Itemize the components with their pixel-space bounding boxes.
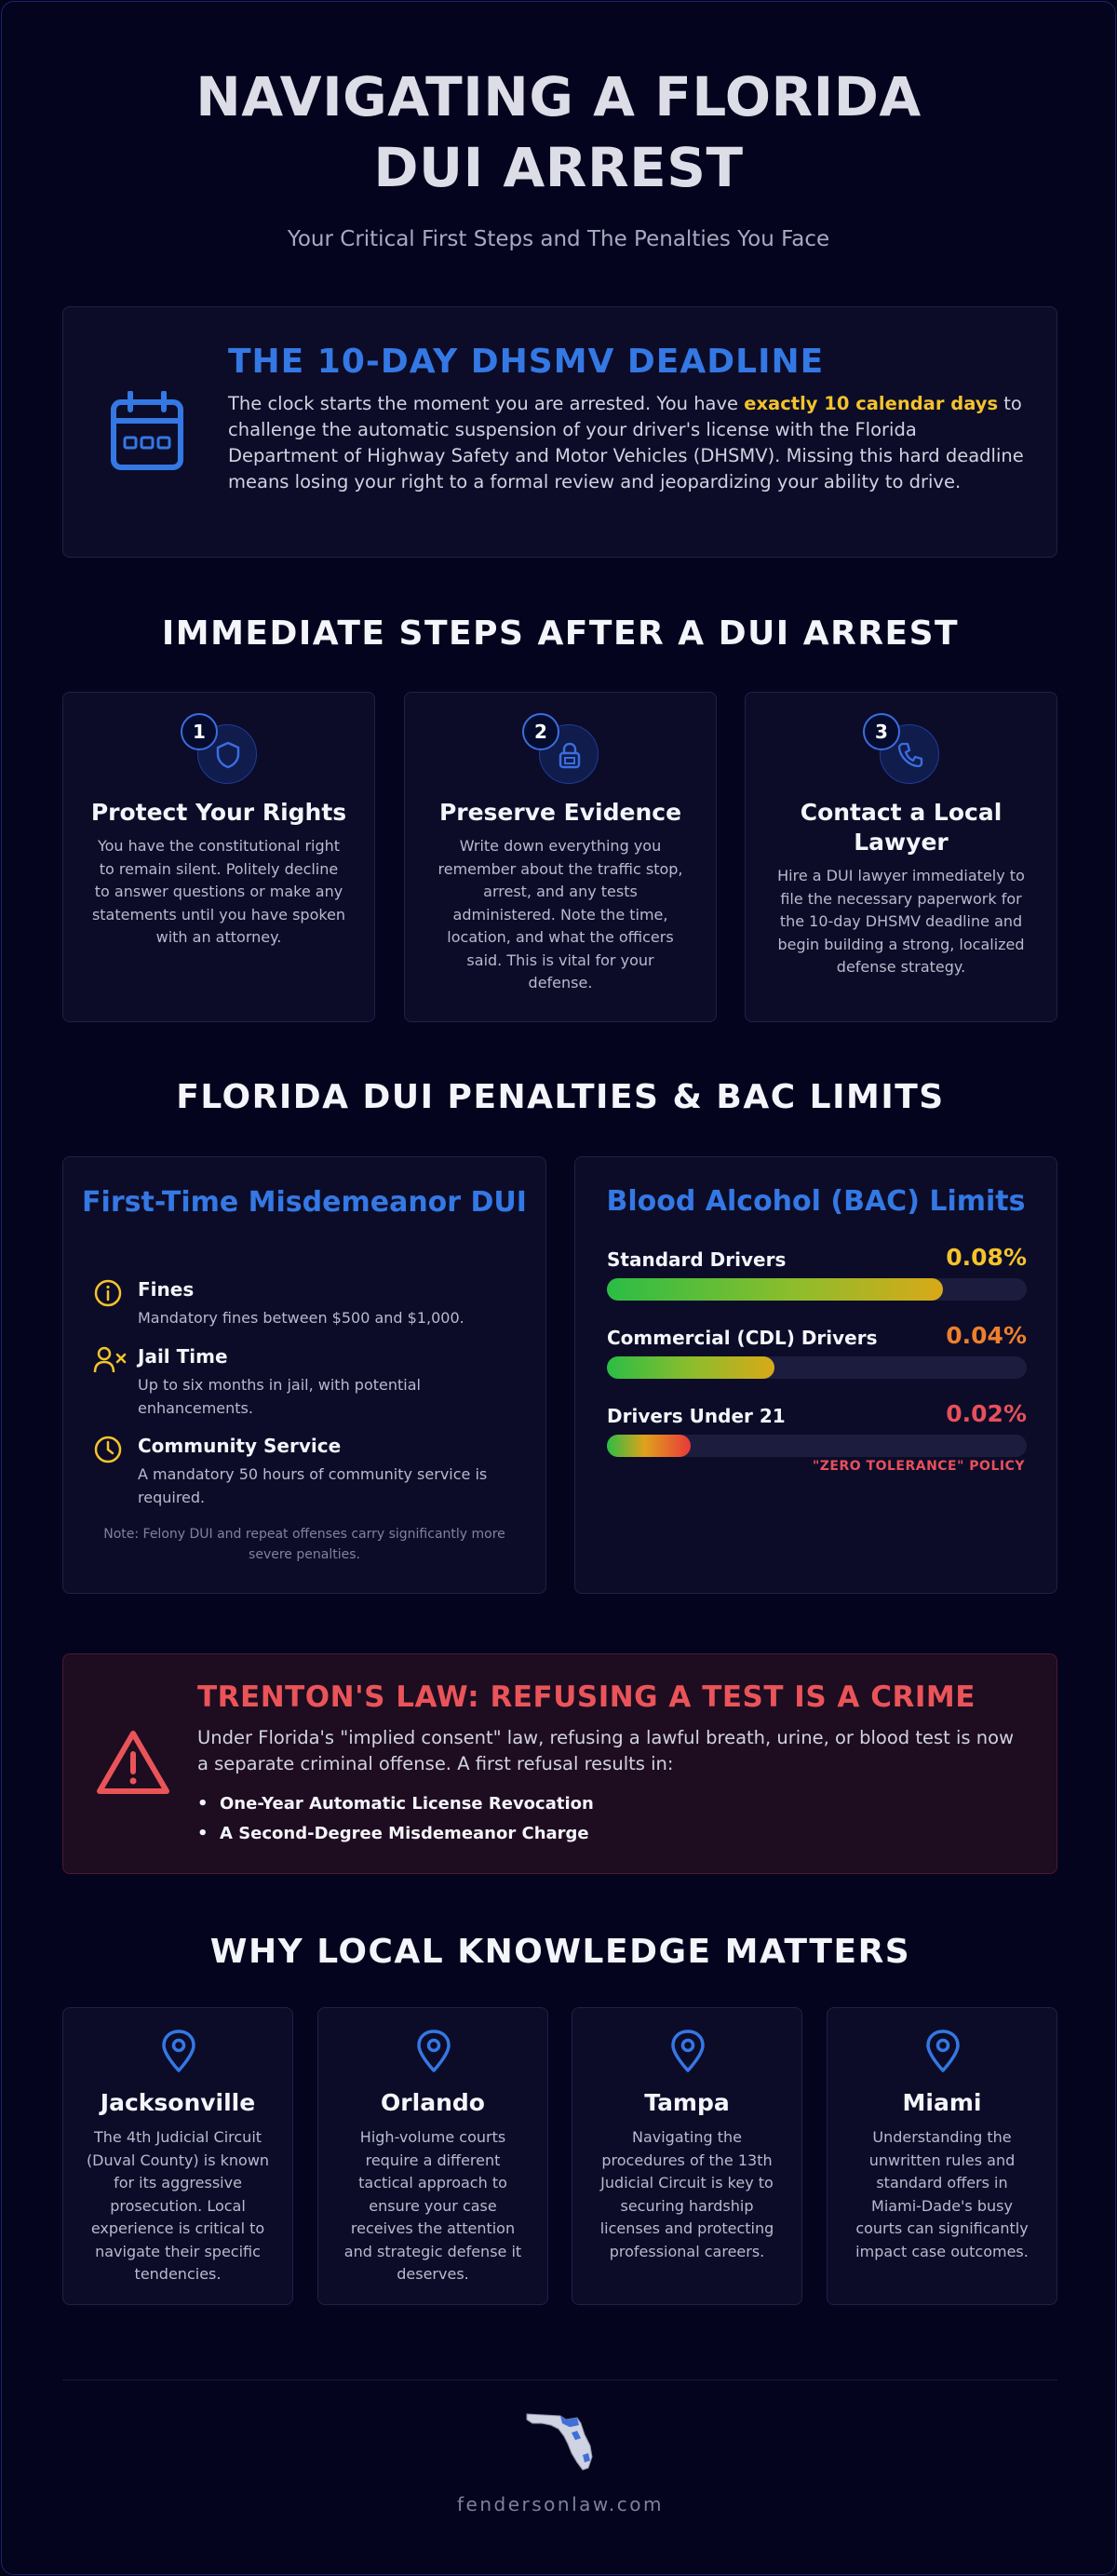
city-card-orlando xyxy=(317,2007,548,2305)
shield-icon xyxy=(213,740,243,770)
city-card-tampa xyxy=(572,2007,802,2305)
penalty-text: Mandatory fines between $500 and $1,000. xyxy=(138,1309,464,1327)
local-section-title: WHY LOCAL KNOWLEDGE MATTERS xyxy=(209,1933,911,1971)
warning-icon xyxy=(96,1729,170,1800)
info-icon xyxy=(93,1278,123,1308)
penalty-text: A mandatory 50 hours of community service is required. xyxy=(138,1465,488,1506)
bac-bar-fill xyxy=(607,1435,691,1457)
steps-section-title: IMMEDIATE STEPS AFTER A DUI ARREST xyxy=(161,614,960,653)
bac-bar-fill xyxy=(607,1278,943,1301)
step-title: Contact a Local Lawyer xyxy=(800,799,1003,856)
bac-label: Commercial (CDL) Drivers xyxy=(607,1327,878,1349)
trentons-law-card xyxy=(62,1653,1057,1874)
bac-bar-fill xyxy=(607,1356,774,1379)
step-number: 3 xyxy=(863,713,900,750)
lock-icon xyxy=(555,740,585,770)
city-card-jacksonville xyxy=(62,2007,293,2305)
deadline-card xyxy=(62,306,1057,558)
deadline-text: The clock starts the moment you are arrested. You have exactly 10 calendar days to challenge the automatic suspension of your driver's license with the Florida Department of Highway Safety and Motor Vehicles (DHSMV). Missing this hard deadline means losing your right to a formal review and jeopardizing your ability to drive. xyxy=(228,393,1024,492)
city-card-miami xyxy=(827,2007,1057,2305)
infographic-frame xyxy=(1,1,1116,2575)
deadline-highlight: exactly 10 calendar days xyxy=(744,393,999,414)
bac-bar-track xyxy=(607,1278,1027,1301)
map-pin-icon xyxy=(160,2029,197,2073)
law-bullet: • A Second-Degree Misdemeanor Charge xyxy=(220,1819,594,1849)
user-x-icon xyxy=(93,1345,127,1375)
phone-icon xyxy=(895,740,925,770)
penalty-title: Jail Time xyxy=(138,1345,228,1368)
deadline-title: THE 10-DAY DHSMV DEADLINE xyxy=(228,343,825,381)
map-pin-icon xyxy=(669,2029,707,2073)
law-text: Under Florida's "implied consent" law, refusing a lawful breath, urine, or blood test is now a separate criminal offense. A first refusal results in: xyxy=(197,1727,1015,1774)
step-title: Protect Your Rights xyxy=(90,799,347,826)
law-title: TRENTON'S LAW: REFUSING A TEST IS A CRIME xyxy=(197,1680,976,1714)
florida-map-icon xyxy=(523,2408,598,2477)
bac-bar-track xyxy=(607,1356,1027,1379)
step-title: Preserve Evidence xyxy=(438,799,682,826)
bac-card xyxy=(574,1156,1057,1594)
law-bullets xyxy=(220,1789,594,1849)
city-name: Orlando xyxy=(381,2089,485,2116)
city-name: Tampa xyxy=(644,2089,730,2116)
city-text: Understanding the unwritten rules and standard offers in Miami-Dade's busy courts can significantly impact case outcomes. xyxy=(855,2128,1029,2260)
bac-title: Blood Alcohol (BAC) Limits xyxy=(606,1185,1026,1218)
bac-value: 0.08% xyxy=(946,1244,1027,1271)
penalties-card xyxy=(62,1156,546,1594)
bac-bar-track xyxy=(607,1435,1027,1457)
law-bullet: • One-Year Automatic License Revocation xyxy=(220,1789,594,1819)
calendar-icon xyxy=(110,391,184,475)
city-name: Miami xyxy=(902,2089,982,2116)
zero-tolerance-label: "ZERO TOLERANCE" POLICY xyxy=(812,1459,1025,1474)
penalty-text: Up to six months in jail, with potential enhancements. xyxy=(138,1376,421,1417)
map-pin-icon xyxy=(415,2029,452,2073)
bac-label: Drivers Under 21 xyxy=(607,1405,786,1427)
penalties-note: Note: Felony DUI and repeat offenses carry significantly more severe penalties. xyxy=(103,1527,505,1562)
step-card-3 xyxy=(745,692,1057,1022)
step-text: You have the constitutional right to remain silent. Politely decline to answer questions or make any statements until you have spoken with an attorney. xyxy=(91,837,346,946)
city-text: The 4th Judicial Circuit (Duval County) is known for its aggressive prosecution. Local experience is critical to navigate their specific tendencies. xyxy=(86,2128,270,2283)
city-name: Jacksonville xyxy=(100,2089,256,2116)
map-pin-icon xyxy=(924,2029,962,2073)
step-text: Write down everything you remember about the traffic stop, arrest, and any tests administered. Note the time, location, and what the officers said. This is vital for your defense. xyxy=(437,837,683,991)
penalty-title: Fines xyxy=(138,1278,195,1301)
page-title: NAVIGATING A FLORIDA DUI ARREST xyxy=(195,65,922,199)
step-number: 2 xyxy=(522,713,559,750)
site-url: fendersonlaw.com xyxy=(457,2493,664,2515)
step-text: Hire a DUI lawyer immediately to file the necessary paperwork for the 10-day DHSMV deadline and begin building a strong, localized defense strategy. xyxy=(777,867,1025,976)
step-card-2 xyxy=(404,692,717,1022)
penalty-title: Community Service xyxy=(138,1435,342,1457)
penalties-section-title: FLORIDA DUI PENALTIES & BAC LIMITS xyxy=(176,1078,945,1116)
bac-label: Standard Drivers xyxy=(607,1248,787,1271)
step-number: 1 xyxy=(181,713,218,750)
page-subtitle: Your Critical First Steps and The Penalties You Face xyxy=(287,227,830,251)
city-text: Navigating the procedures of the 13th Judicial Circuit is key to securing hardship licenses and protecting professional careers. xyxy=(599,2128,774,2260)
clock-icon xyxy=(93,1435,123,1464)
penalties-title: First-Time Misdemeanor DUI xyxy=(82,1186,527,1219)
city-text: High-volume courts require a different tactical approach to ensure your case receives the attention and strategic defense it deserves. xyxy=(343,2128,522,2283)
bac-value: 0.04% xyxy=(946,1322,1027,1349)
bac-value: 0.02% xyxy=(946,1400,1027,1427)
header xyxy=(2,2,1115,251)
step-card-1 xyxy=(62,692,375,1022)
